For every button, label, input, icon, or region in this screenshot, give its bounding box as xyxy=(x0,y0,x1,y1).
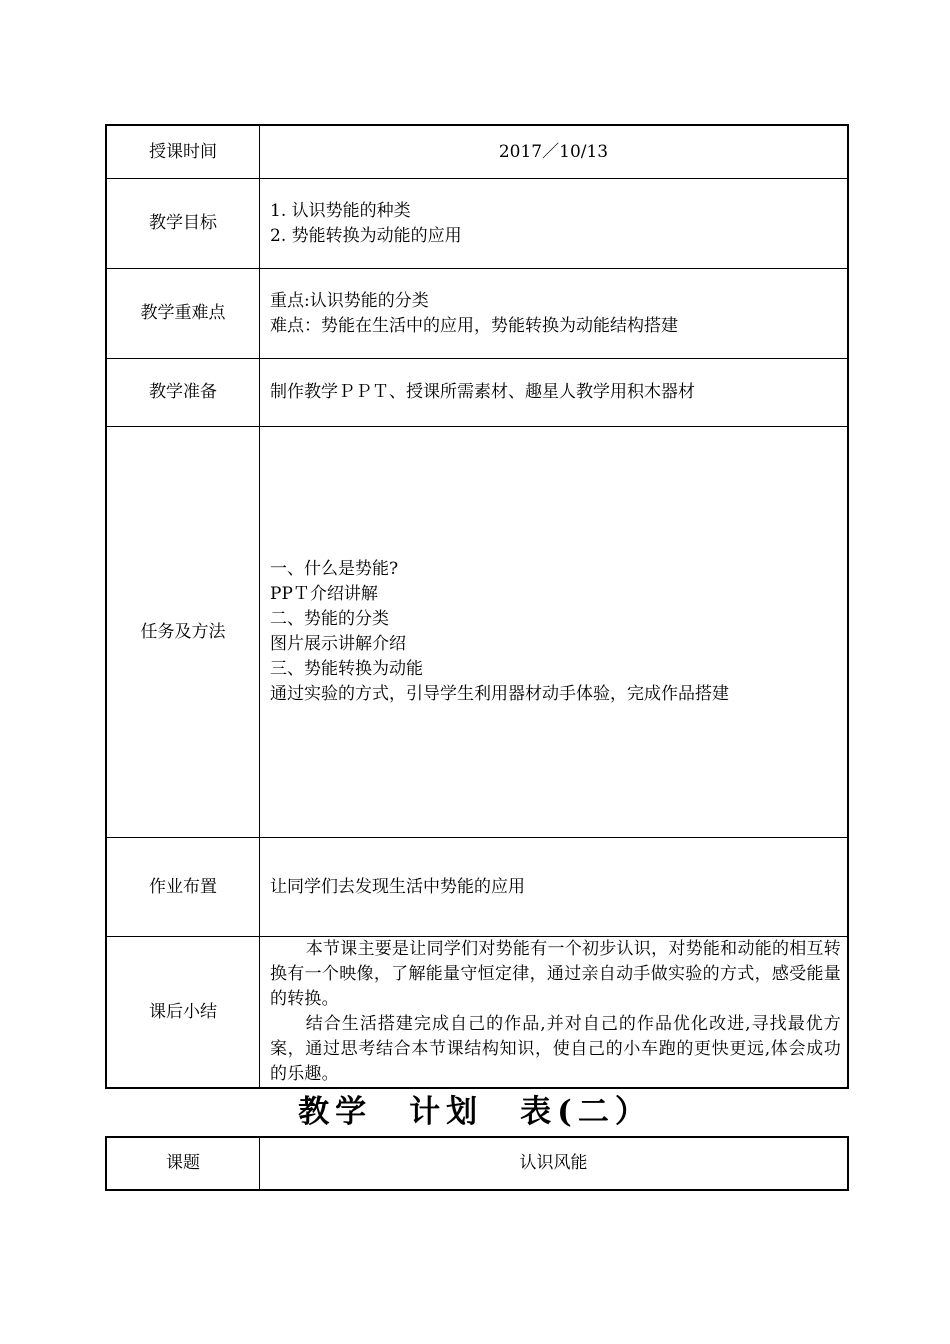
table-row-class-time xyxy=(106,125,848,179)
preparation-cell xyxy=(260,359,849,427)
difficulty-line: 难点：势能在生活中的应用，势能转换为动能结构搭建 xyxy=(270,315,678,336)
topic-value xyxy=(260,1137,849,1190)
goal-line: 1. 认识势能的种类 xyxy=(270,200,411,221)
row-label: 教学重难点 xyxy=(106,269,260,359)
summary-paragraph: 本节课主要是让同学们对势能有一个初步认识，对势能和动能的相互转换有一个映像，了解能量守恒定律，通过亲自动手做实验的方式，感受能量的转换。 xyxy=(270,939,841,1009)
row-label: 教学准备 xyxy=(106,359,260,427)
teaching-plan-table-1 xyxy=(105,124,849,1089)
summary-paragraph: 结合生活搭建完成自己的作品,并对自己的作品优化改进,寻找最优方案，通过思考结合本节课结构知识，使自己的小车跑的更快更远,体会成功的乐趣。 xyxy=(270,1014,841,1084)
table-row-summary xyxy=(106,937,848,1089)
preparation-line: 制作教学ＰＰＴ、授课所需素材、趣星人教学用积木器材 xyxy=(270,382,695,402)
table-row-homework xyxy=(106,838,848,937)
homework-cell xyxy=(260,838,849,937)
topic-text: 认识风能 xyxy=(519,1153,588,1173)
class-time-text: 2017／10/13 xyxy=(498,141,609,162)
table-row-key-points xyxy=(106,269,848,359)
task-line: 二、势能的分类 xyxy=(270,609,389,629)
row-label: 课后小结 xyxy=(106,937,260,1089)
plan-title-2: 教学 计划 表(二） xyxy=(298,1094,652,1130)
task-line: PPＴ介绍讲解 xyxy=(270,584,378,604)
homework-line: 让同学们去发现生活中势能的应用 xyxy=(270,876,525,897)
teaching-plan-table-2 xyxy=(105,1136,849,1191)
row-label: 课题 xyxy=(106,1137,260,1190)
table-row-preparation xyxy=(106,359,848,427)
tasks-methods-cell xyxy=(260,427,849,838)
row-label: 作业布置 xyxy=(106,838,260,937)
task-line: 一、什么是势能? xyxy=(270,559,399,579)
goal-line: 2. 势能转换为动能的应用 xyxy=(270,225,462,246)
key-points-cell xyxy=(260,269,849,359)
task-line: 图片展示讲解介绍 xyxy=(270,634,406,654)
table-row-teaching-goals xyxy=(106,179,848,269)
row-label: 教学目标 xyxy=(106,179,260,269)
task-line: 三、势能转换为动能 xyxy=(270,659,423,679)
task-line: 通过实验的方式，引导学生利用器材动手体验，完成作品搭建 xyxy=(270,684,729,704)
row-label: 任务及方法 xyxy=(106,427,260,838)
teaching-goals-cell xyxy=(260,179,849,269)
table-row-tasks-methods xyxy=(106,427,848,838)
key-point-line: 重点:认识势能的分类 xyxy=(270,290,429,311)
summary-cell xyxy=(260,937,849,1089)
table-row-topic xyxy=(106,1137,848,1190)
row-label: 授课时间 xyxy=(106,125,260,179)
class-time-value xyxy=(260,125,849,179)
